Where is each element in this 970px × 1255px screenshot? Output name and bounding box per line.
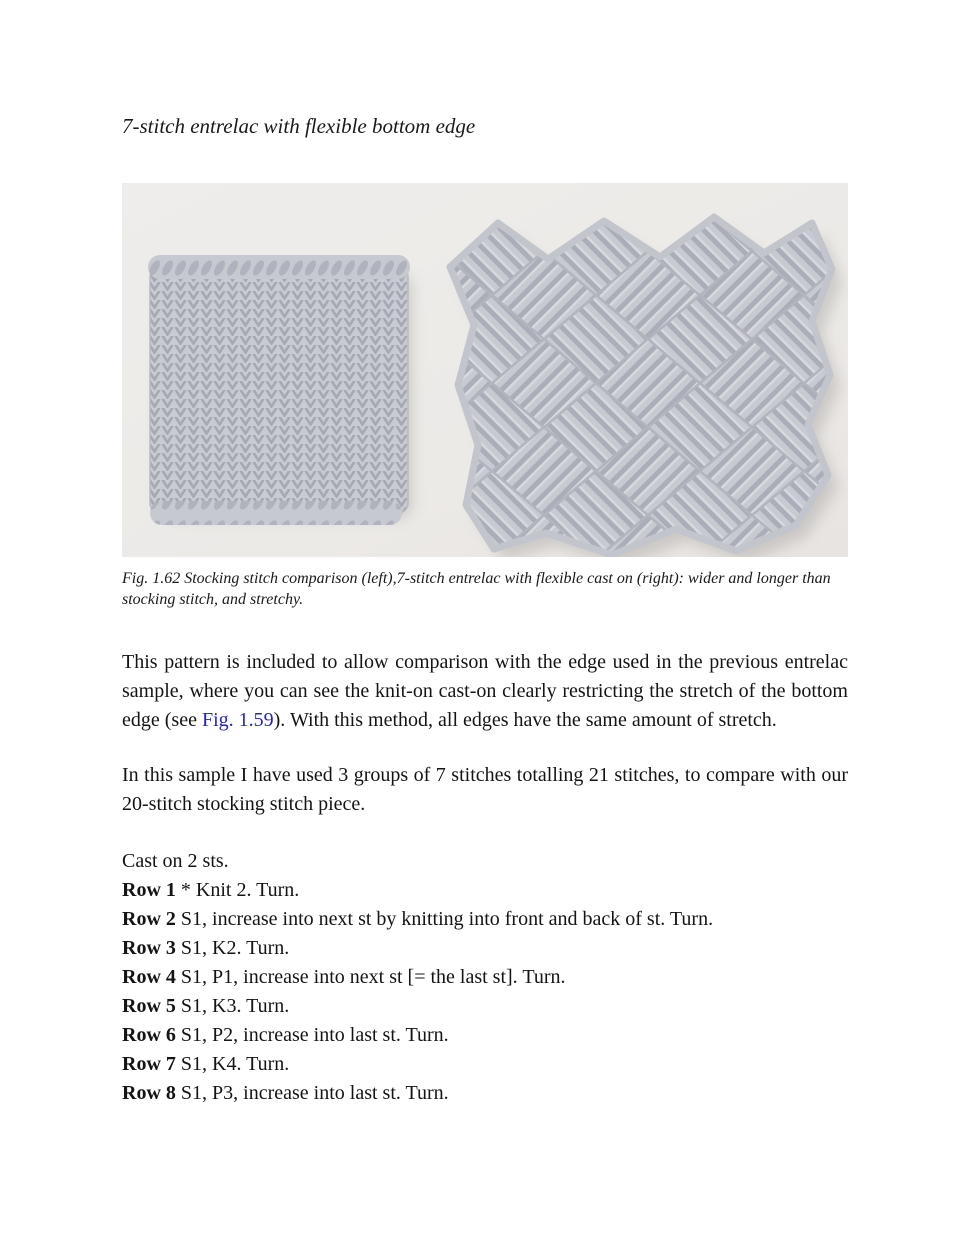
row-instruction: * Knit 2. Turn. — [180, 879, 300, 901]
pattern-row-4 — [122, 963, 848, 992]
row-instruction: S1, K3. Turn. — [180, 995, 290, 1017]
pattern-row-1 — [122, 876, 848, 905]
paragraph-comparison — [122, 648, 848, 735]
section-heading: 7-stitch entrelac with flexible bottom edge — [122, 114, 476, 138]
pattern-instructions — [122, 847, 848, 1108]
row-label: Row 4 — [122, 966, 176, 988]
row-label: Row 2 — [122, 908, 176, 930]
pattern-row-6 — [122, 1021, 848, 1050]
row-label: Row 6 — [122, 1024, 176, 1046]
row-label: Row 7 — [122, 1053, 176, 1075]
cast-on-line: Cast on 2 sts. — [122, 850, 229, 872]
row-instruction: S1, K4. Turn. — [180, 1053, 290, 1075]
row-instruction: S1, K2. Turn. — [180, 937, 290, 959]
pattern-row-5 — [122, 992, 848, 1021]
row-instruction: S1, P1, increase into next st [= the last st]. Turn. — [180, 966, 566, 988]
pattern-row-2 — [122, 905, 848, 934]
figure-photo — [122, 183, 848, 557]
paragraph-text: This pattern is included to allow comparison with the edge used in the previous entrelac sample, where you can see the knit-on cast-on clearly restricting the stretch of the bottom edge (see — [122, 651, 848, 731]
knitted-swatches-photo — [122, 183, 848, 557]
figure-caption: Fig. 1.62 Stocking stitch comparison (left),7-stitch entrelac with flexible cast on (right): wider and longer than stocking stitch, and stretchy. — [122, 570, 831, 608]
pattern-row-7 — [122, 1050, 848, 1079]
row-label: Row 5 — [122, 995, 176, 1017]
pattern-row-3 — [122, 934, 848, 963]
row-label: Row 8 — [122, 1082, 176, 1104]
row-label: Row 3 — [122, 937, 176, 959]
pattern-row-8 — [122, 1079, 848, 1108]
paragraph-text: ). With this method, all edges have the same amount of stretch. — [273, 709, 777, 731]
row-instruction: S1, increase into next st by knitting into front and back of st. Turn. — [180, 908, 714, 930]
row-instruction: S1, P3, increase into last st. Turn. — [180, 1082, 449, 1104]
figure-1-59-link[interactable]: Fig. 1.59 — [201, 709, 274, 731]
paragraph-sample-info: In this sample I have used 3 groups of 7 stitches totalling 21 stitches, to compare with our 20-stitch stocking stitch piece. — [122, 764, 848, 815]
row-instruction: S1, P2, increase into last st. Turn. — [180, 1024, 449, 1046]
stocking-stitch-swatch — [148, 255, 412, 525]
row-label: Row 1 — [122, 879, 176, 901]
